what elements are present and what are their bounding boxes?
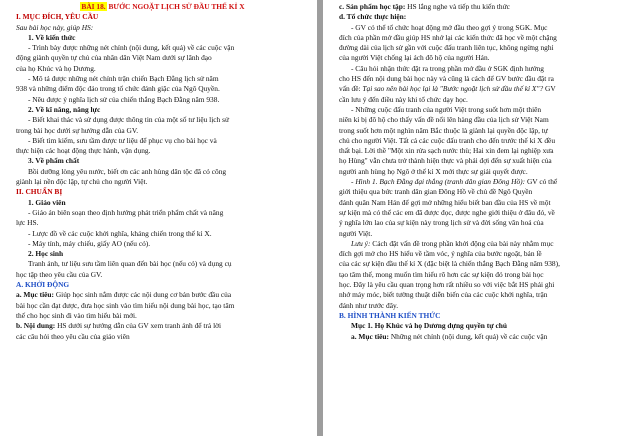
subheading-item-1: Mục 1. Họ Khúc và họ Dương dựng quyền tự chủ — [351, 321, 508, 331]
subheading-student: 2. Học sinh — [28, 249, 64, 259]
paragraph-line: người anh hùng họ Ngô ở thế kỉ X mới thực sự giải quyết được. — [339, 166, 528, 176]
subheading-organize: d. Tổ chức thực hiện: — [339, 12, 407, 22]
paragraph-line: đích của phần mở đầu giúp HS nhớ lại các kiến thức đã học về một chặng — [339, 32, 557, 42]
paragraph-line: - Trình bày được những nét chính (nội dung, kết quả) về các cuộc vận — [28, 43, 235, 53]
paragraph-line: của các sự kiện đầu thế kỉ X (đặc biệt là chiến thắng Bạch Đằng năm 938), — [339, 259, 560, 269]
paragraph-line: c. Sản phẩm học tập: HS lắng nghe và tiếp thu kiến thức — [339, 2, 510, 11]
left-page — [0, 0, 317, 436]
paragraph-line: bài học cần đạt được, đưa học sinh vào tìm hiểu nội dung bài học, tạo tâm — [16, 300, 235, 310]
paragraph-line: trong bài học dưới sự hướng dẫn của GV. — [16, 125, 139, 135]
paragraph-line: lực HS. — [16, 218, 39, 228]
paragraph-line: a. Mục tiêu: Giúp học sinh nắm được các nội dung cơ bản bước đầu của — [16, 290, 232, 300]
paragraph-line: các câu hỏi theo yêu cầu của giáo viên — [16, 331, 130, 341]
paragraph-line: - Nêu được ý nghĩa lịch sử của chiến thắng Bạch Đằng năm 938. — [28, 94, 220, 104]
paragraph-line: giới thiệu qua bức tranh dân gian Đông Hồ về chủ đề Ngô Quyền — [339, 187, 533, 197]
paragraph-line: giành lại nền độc lập, tự chủ cho người Việt. — [16, 177, 148, 187]
paragraph-line: - Hình 1. Bạch Đằng đại thắng (tranh dân gian Đông Hồ): GV có thể — [351, 177, 558, 187]
paragraph-line: 938 và những điểm độc đáo trong tổ chức đánh giặc của Ngô Quyền. — [16, 84, 220, 94]
paragraph-line: - Biết khai thác và sử dụng được thông tin của một số tư liệu lịch sử — [28, 115, 229, 125]
paragraph-line: đánh quân Nam Hán để gợi mở những hiểu biết ban đầu của HS về một — [339, 197, 551, 207]
paragraph-line: cần lưu ý đến điều này khi tổ chức dạy học. — [339, 94, 468, 104]
subheading-knowledge: 1. Về kiến thức — [28, 32, 76, 42]
paragraph-line: đích gợi mở cho HS hiểu về tầm vóc, ý nghĩa của bước ngoặt, bản lề — [339, 249, 542, 259]
paragraph-line: - Câu hỏi nhận thức đặt ra trong phần mở đầu ở SGK định hướng — [351, 63, 544, 73]
section-heading-knowledge: B. HÌNH THÀNH KIẾN THỨC — [339, 310, 441, 320]
paragraph-line: trong suốt hơn một nghìn năm Bắc thuộc là giành lại quyền độc lập, tự — [339, 125, 548, 135]
paragraph-line: sự kiện mà có thể các em đã được đọc, được nghe giới thiệu ở đâu đó, về — [339, 207, 555, 217]
paragraph-line: Tranh ảnh, tư liệu sưu tầm liên quan đến bài học (nếu có) và dụng cụ — [28, 259, 232, 269]
lesson-title: BÀI 18. BƯỚC NGOẶT LỊCH SỬ ĐẦU THẾ KỈ X — [81, 2, 245, 11]
paragraph-line: - Biết tìm kiếm, sưu tầm được tư liệu để phục vụ cho bài học và — [28, 135, 217, 145]
paragraph-line: thế cho học sinh đi vào tìm hiểu bài mới. — [16, 310, 137, 320]
paragraph-line: a. Mục tiêu: Những nét chính (nội dung, kết quả) về các cuộc vận — [351, 331, 548, 341]
paragraph-line: b. Nội dung: HS dưới sự hướng dẫn của GV xem tranh ảnh để trả lời — [16, 321, 222, 331]
paragraph-line: Bồi dưỡng lòng yêu nước, biết ơn các anh hùng dân tộc đã có công — [28, 166, 227, 176]
paragraph-line: - Máy tính, máy chiếu, giấy AO (nếu có). — [28, 238, 151, 248]
paragraph-line: niên kỉ bị đô hộ cho thấy vấn đề nổi lên hàng đầu của lịch sử Việt Nam — [339, 115, 549, 125]
right-page — [323, 0, 640, 436]
paragraph-line: chủ cho người Việt. Tất cả các cuộc đấu tranh cho đến trước thế kỉ X đều — [339, 135, 556, 145]
subheading-teacher: 1. Giáo viên — [28, 197, 66, 207]
paragraph-line: tạo tâm thế, mong muốn tìm hiểu rõ hơn các sự kiện đó trong bài học — [339, 269, 544, 279]
subheading-qualities: 3. Về phẩm chất — [28, 156, 80, 166]
paragraph-line: - GV có thể tổ chức hoạt động mở đầu theo gợi ý trong SGK. Mục — [351, 22, 548, 32]
paragraph-line: - Những cuộc đấu tranh của người Việt trong suốt hơn một thiên — [351, 104, 542, 114]
intro-text: Sau bài học này, giúp HS: — [16, 22, 94, 32]
paragraph-line: đường dài của lịch sử gần với cuộc đấu tranh liên tục, không ngừng nghỉ — [339, 43, 554, 53]
section-heading-preparation: II. CHUẨN BỊ — [16, 187, 63, 197]
subheading-skills: 2. Về kĩ năng, năng lực — [28, 104, 101, 114]
paragraph-line: thực hiện các hoạt động thực hành, vận dụng. — [16, 146, 151, 156]
paragraph-line: - Giáo án biên soạn theo định hướng phát triển phẩm chất và năng — [28, 207, 224, 217]
paragraph-line: đánh như trước đây. — [339, 300, 399, 310]
paragraph-line: cho HS đến nội dung bài học này và cũng là cách để GV bước đầu đặt ra — [339, 74, 554, 84]
section-heading-warmup: A. KHỞI ĐỘNG — [16, 280, 70, 290]
paragraph-line: - Lược đồ về các cuộc khởi nghĩa, kháng chiến trong thế kỉ X. — [28, 228, 212, 238]
paragraph-line: - Mô tả được những nét chính trận chiến Bạch Đằng lịch sử năm — [28, 74, 219, 84]
paragraph-line: học. Đây là yêu cầu quan trọng hơn rất nhiều so với việc bắt HS phải ghi — [339, 280, 555, 290]
paragraph-line: ý nghĩa lớn lao của sự kiện này trong lịch sử và đời sống văn hoá của — [339, 218, 544, 228]
paragraph-line: họ Hùng" vẫn chưa trở thành hiện thực và phải đợi đến sự xuất hiện của — [339, 156, 552, 166]
section-heading-purpose: I. MỤC ĐÍCH, YÊU CẦU — [16, 12, 99, 22]
paragraph-line: động giành quyền tự chủ của nhân dân Việt Nam dưới sự lãnh đạo — [16, 53, 212, 63]
paragraph-line: học tập theo yêu cầu của GV. — [16, 269, 103, 279]
paragraph-line: vấn đề: Tại sao nên bài học lại là "Bước ngoặt lịch sử đầu thế kỉ X"? GV — [339, 84, 556, 94]
paragraph-line: nhớ máy móc, biết tường thuật diễn biến của các cuộc khởi nghĩa, trận — [339, 290, 548, 300]
paragraph-line: của người Việt chống lại ách đô hộ của người Hán. — [339, 53, 490, 63]
paragraph-line: của họ Khúc và họ Dương. — [16, 63, 96, 73]
paragraph-line: thất bại. Lời thề "Một xin rửa sạch nước thù; Hai xin đem lại nghiệp xưa — [339, 146, 554, 156]
paragraph-line: Lưu ý: Cách đặt vấn đề trong phần khởi động của bài này nhằm mục — [351, 238, 554, 248]
paragraph-line: người Việt. — [339, 228, 373, 238]
